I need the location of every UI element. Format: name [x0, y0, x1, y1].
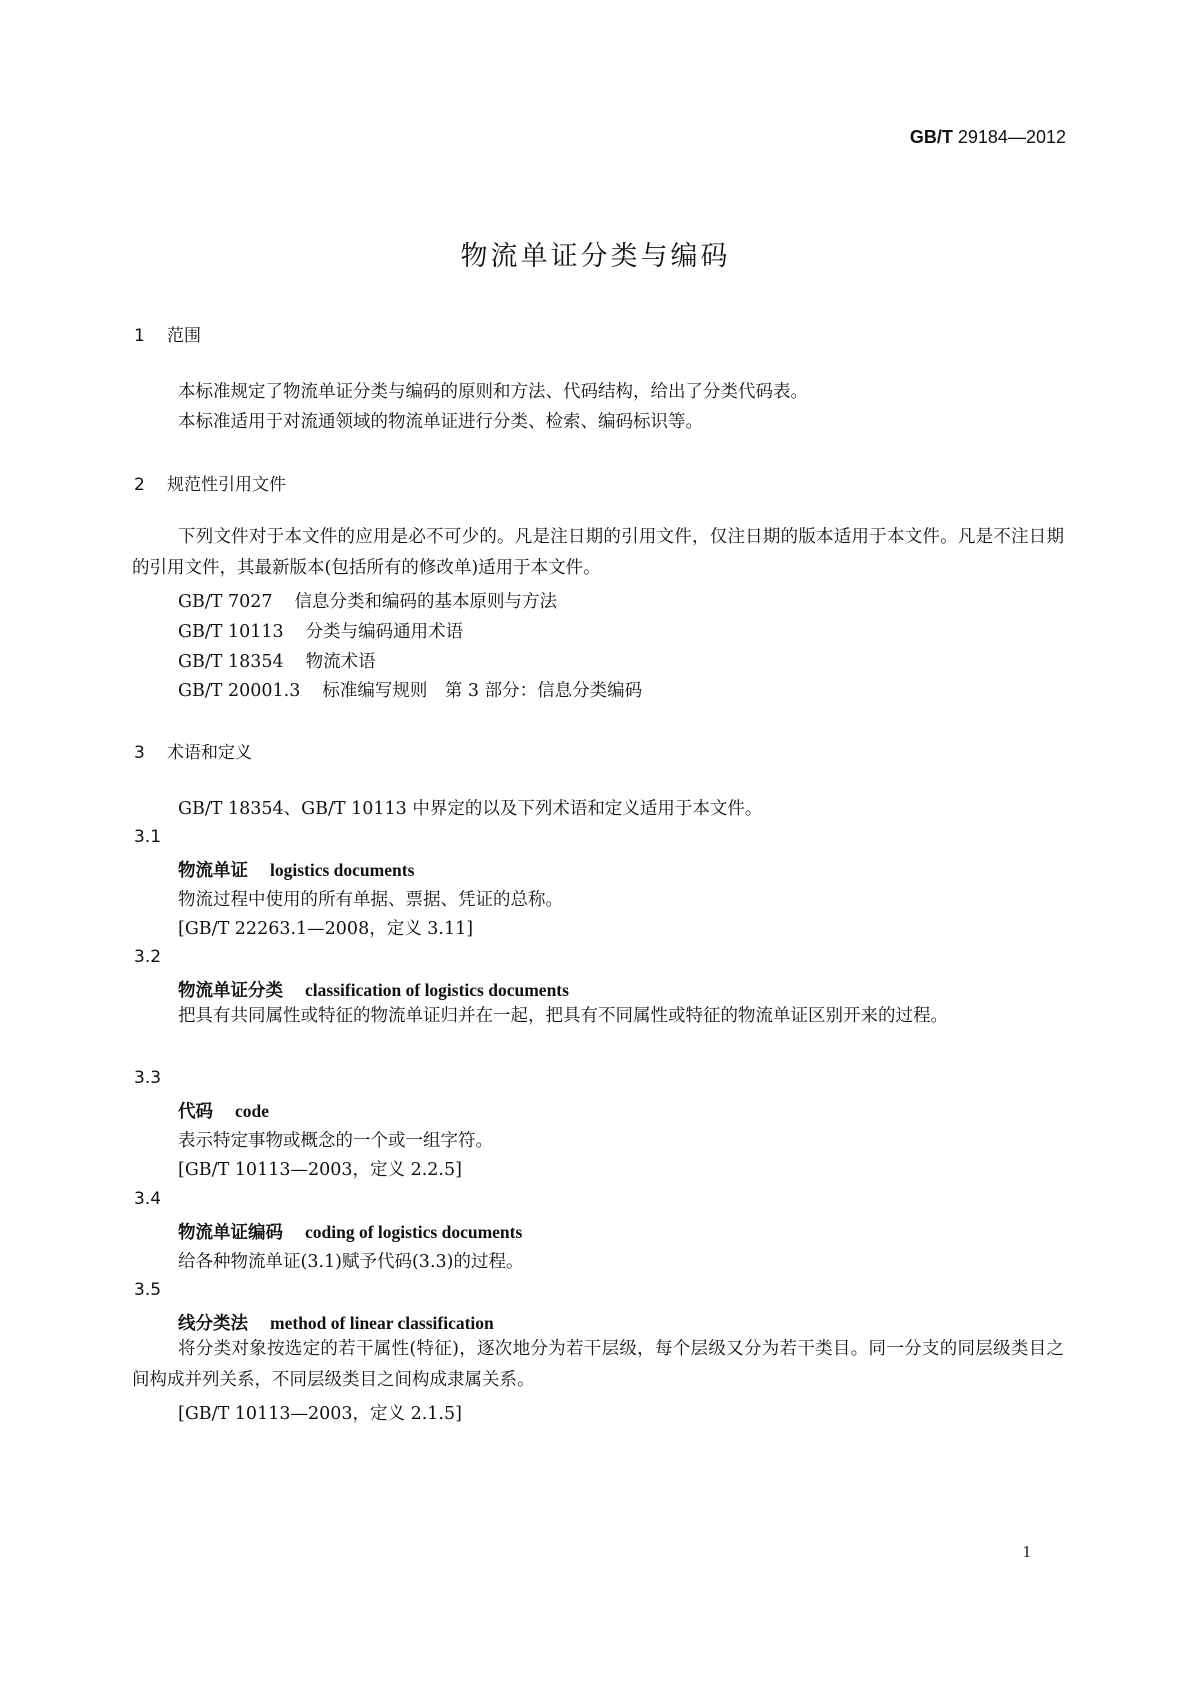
term-definition: 表示特定事物或概念的一个或一组字符。	[178, 1131, 493, 1151]
term-definition: 将分类对象按选定的若干属性(特征)，逐次地分为若干层级，每个层级又分为若干类目。同一分支的同层级类目之间构成并列关系，不同层级类目之间构成隶属关系。	[132, 1339, 1064, 1390]
term-chinese: 物流单证分类	[178, 981, 283, 1001]
normative-reference-2	[178, 618, 463, 643]
term-definition: 给各种物流单证(3.1)赋予代码(3.3)的过程。	[178, 1252, 524, 1272]
term-english: logistics documents	[270, 860, 415, 880]
section-2-number: 2	[134, 475, 145, 495]
document-title: 物流单证分类与编码	[460, 241, 731, 272]
standard-code-prefix: GB/T	[909, 127, 953, 147]
section-2-heading	[134, 470, 286, 495]
term-heading	[178, 857, 414, 882]
term-chinese: 线分类法	[178, 1314, 248, 1334]
term-english: code	[235, 1101, 270, 1121]
term-chinese: 物流单证编码	[178, 1223, 283, 1243]
page-number: 1	[1022, 1542, 1031, 1561]
term-heading	[178, 1310, 494, 1335]
term-number: 3.2	[134, 947, 162, 967]
term-number: 3.4	[134, 1189, 162, 1209]
term-english: method of linear classification	[270, 1313, 494, 1333]
term-chinese: 代码	[178, 1102, 213, 1122]
term-chinese: 物流单证	[178, 861, 248, 881]
term-source: [GB/T 22263.1—2008，定义 3.11]	[178, 919, 474, 939]
section-3-heading	[134, 738, 252, 763]
section-3-title: 术语和定义	[167, 743, 252, 763]
term-english: coding of logistics documents	[305, 1222, 523, 1242]
term-source: [GB/T 10113—2003，定义 2.2.5]	[178, 1160, 462, 1180]
reference-code: GB/T 7027	[178, 592, 273, 612]
term-definition: 把具有共同属性或特征的物流单证归并在一起，把具有不同属性或特征的物流单证区别开来的过程。	[178, 1006, 948, 1026]
reference-title: 物流术语	[305, 652, 376, 672]
section-1-paragraph-2: 本标准适用于对流通领域的物流单证进行分类、检索、编码标识等。	[178, 412, 703, 432]
term-number: 3.3	[134, 1068, 162, 1088]
reference-code: GB/T 18354	[178, 652, 284, 672]
term-heading	[178, 1098, 269, 1123]
reference-title: 信息分类和编码的基本原则与方法	[294, 592, 558, 612]
section-1-paragraph-1: 本标准规定了物流单证分类与编码的原则和方法、代码结构，给出了分类代码表。	[178, 382, 808, 402]
normative-reference-4	[178, 677, 642, 702]
term-heading	[178, 977, 569, 1002]
term-heading	[178, 1219, 522, 1244]
term-number: 3.5	[134, 1280, 162, 1300]
standard-code-number: 29184—2012	[957, 127, 1066, 147]
term-english: classification of logistics documents	[305, 980, 569, 1000]
reference-title: 分类与编码通用术语	[305, 622, 464, 642]
section-1-number: 1	[134, 326, 145, 346]
section-2-title: 规范性引用文件	[167, 475, 286, 495]
section-3-intro: GB/T 18354、GB/T 10113 中界定的以及下列术语和定义适用于本文件。	[178, 799, 763, 819]
reference-code: GB/T 10113	[178, 622, 284, 642]
term-source: [GB/T 10113—2003，定义 2.1.5]	[178, 1404, 462, 1424]
normative-reference-3	[178, 648, 376, 673]
standard-code	[910, 127, 1066, 148]
normative-reference-1	[178, 588, 557, 613]
reference-code: GB/T 20001.3	[178, 681, 301, 701]
section-1-heading	[134, 321, 201, 346]
reference-title: 标准编写规则 第 3 部分：信息分类编码	[322, 681, 643, 701]
term-number: 3.1	[134, 827, 162, 847]
section-3-number: 3	[134, 743, 145, 763]
section-1-title: 范围	[167, 326, 201, 346]
term-definition: 物流过程中使用的所有单据、票据、凭证的总称。	[178, 890, 563, 910]
section-2-intro: 下列文件对于本文件的应用是必不可少的。凡是注日期的引用文件，仅注日期的版本适用于本文件。凡是不注日期的引用文件，其最新版本(包括所有的修改单)适用于本文件。	[132, 527, 1064, 578]
